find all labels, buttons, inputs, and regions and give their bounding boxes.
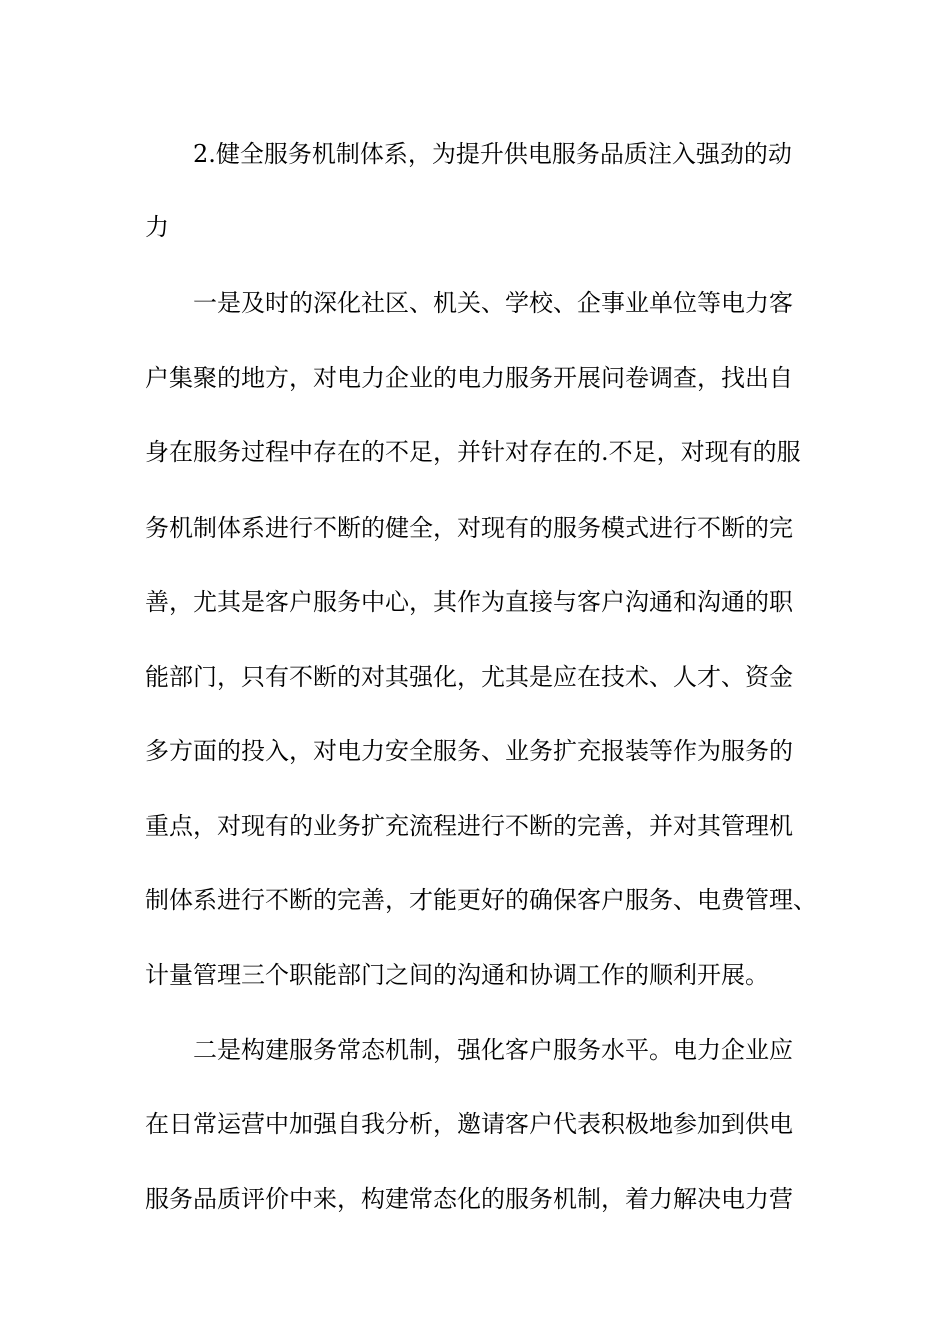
- paragraph-line: 一是及时的深化社区、机关、学校、企事业单位等电力客: [193, 289, 793, 317]
- paragraph-line: 多方面的投入，对电力安全服务、业务扩充报装等作为服务的: [145, 737, 793, 765]
- section-heading: 2.健全服务机制体系，为提升供电服务品质注入强劲的动: [193, 140, 792, 168]
- paragraph-line: 务机制体系进行不断的健全，对现有的服务模式进行不断的完: [145, 514, 793, 542]
- paragraph-line: 在日常运营中加强自我分析，邀请客户代表积极地参加到供电: [145, 1110, 793, 1138]
- paragraph-line: 能部门，只有不断的对其强化，尤其是应在技术、人才、资金: [145, 663, 793, 691]
- paragraph-line: 善，尤其是客户服务中心，其作为直接与客户沟通和沟通的职: [145, 588, 793, 616]
- paragraph-line: 户集聚的地方，对电力企业的电力服务开展问卷调查，找出自: [145, 364, 793, 392]
- paragraph-line: 服务品质评价中来，构建常态化的服务机制，着力解决电力营: [145, 1185, 793, 1213]
- paragraph-line: 身在服务过程中存在的不足，并针对存在的.不足，对现有的服: [145, 438, 801, 466]
- paragraph-line: 制体系进行不断的完善，才能更好的确保客户服务、电费管理、: [145, 886, 817, 914]
- paragraph-line: 计量管理三个职能部门之间的沟通和协调工作的顺利开展。: [145, 961, 769, 989]
- section-heading-continued: 力: [145, 213, 169, 241]
- paragraph-line: 重点，对现有的业务扩充流程进行不断的完善，并对其管理机: [145, 812, 793, 840]
- paragraph-line: 二是构建服务常态机制，强化客户服务水平。电力企业应: [193, 1036, 793, 1064]
